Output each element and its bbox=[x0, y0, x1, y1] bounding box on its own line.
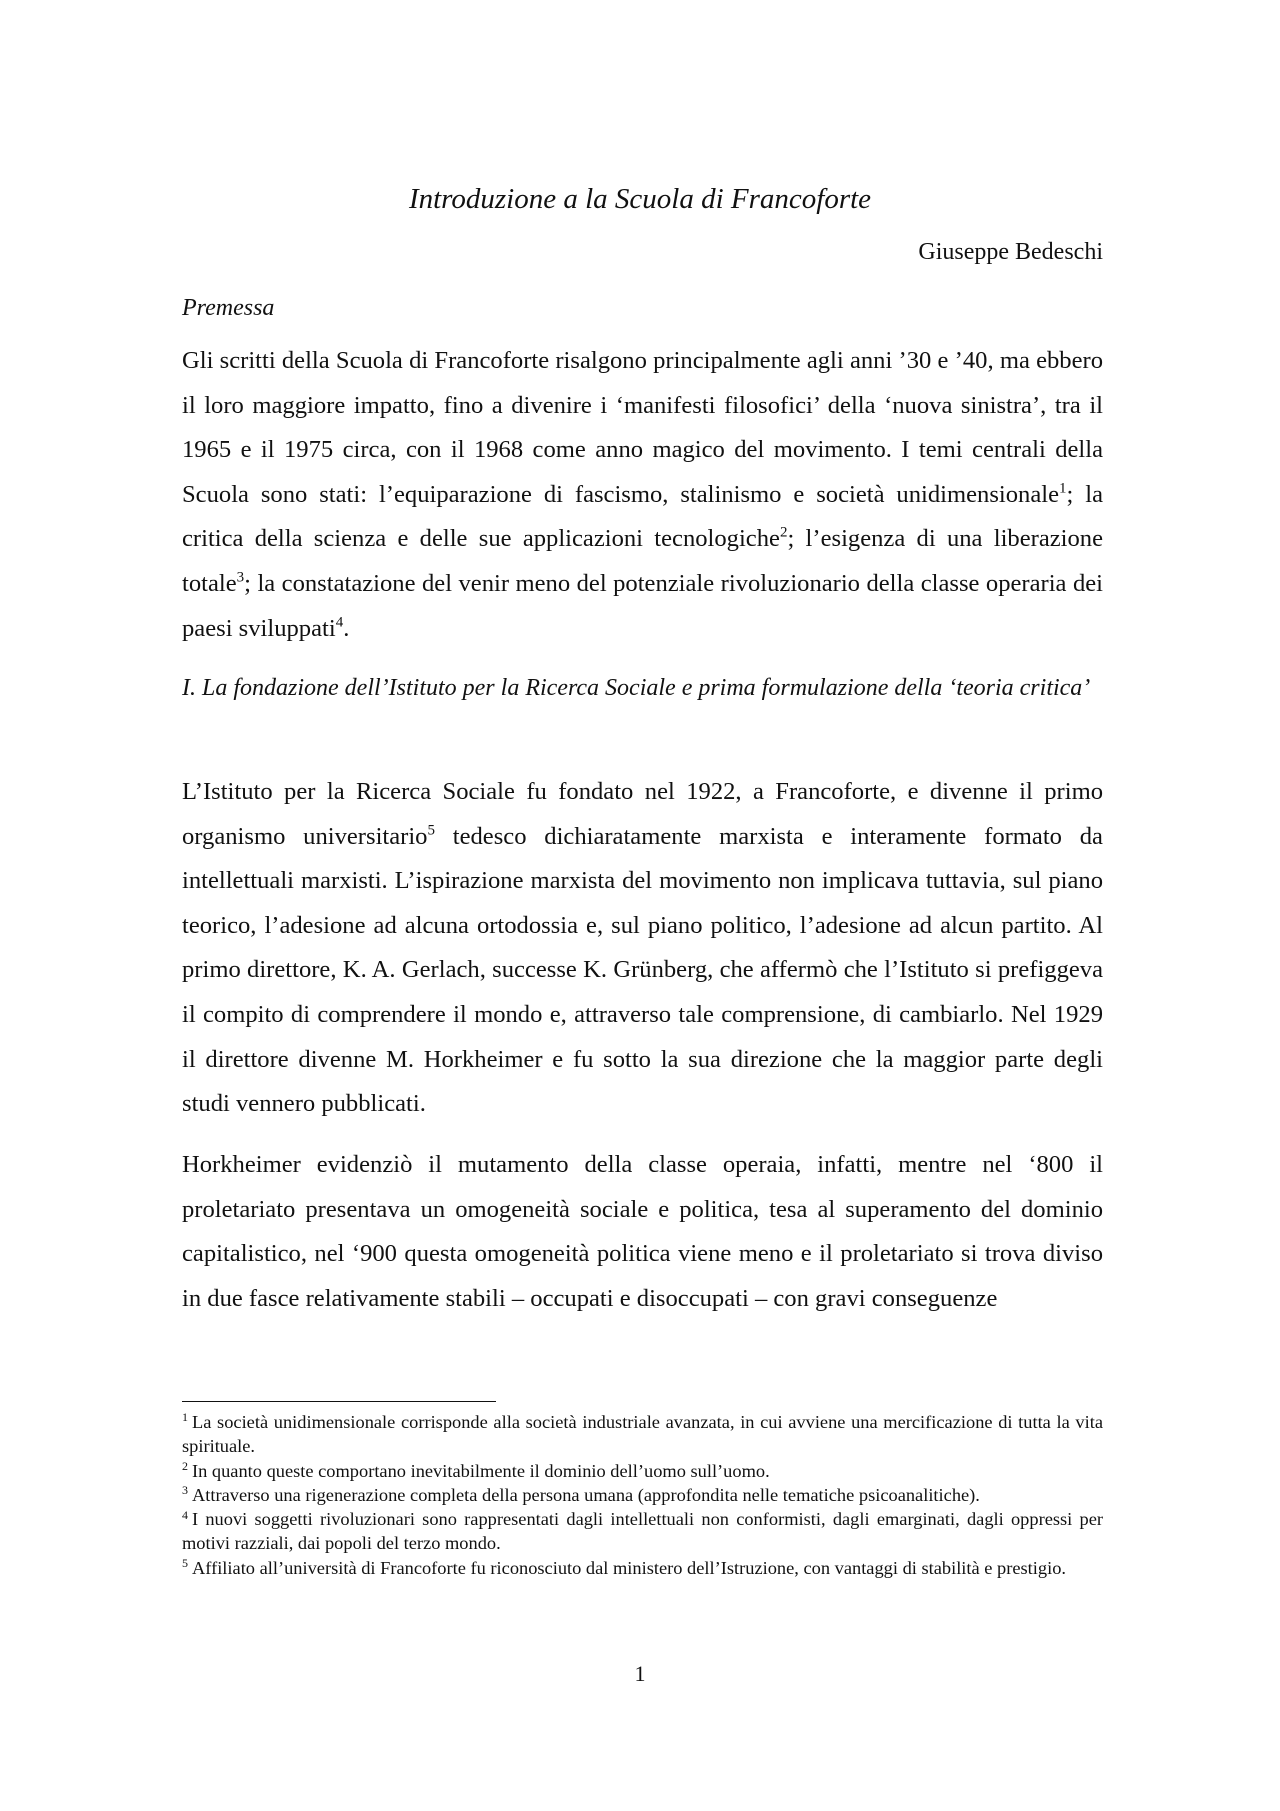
footnote-4 bbox=[182, 1507, 1103, 1556]
section-heading-fondazione: I. La fondazione dell’Istituto per la Ricerca Sociale e prima formulazione della ‘teoria critica’ bbox=[182, 675, 1091, 701]
paragraph-text: L’Istituto per la Ricerca Sociale fu fondato nel 1922, a Francoforte, e divenne il primo organismo universitario bbox=[182, 778, 1103, 850]
footnote-number: 4 bbox=[182, 1507, 188, 1522]
footnote-1 bbox=[182, 1410, 1103, 1459]
footnote-ref: 2 bbox=[779, 525, 788, 542]
footnote-text: I nuovi soggetti rivoluzionari sono rappresentati dagli intellettuali non conformisti, dagli emarginati, dagli oppressi per motivi razziali, dai popoli del terzo mondo. bbox=[182, 1509, 1103, 1554]
footnote-number: 5 bbox=[182, 1556, 188, 1571]
paragraph-text: ; la constatazione del venir meno del potenziale rivoluzionario della classe operaria dei paesi sviluppati bbox=[182, 569, 1103, 642]
footnote-text: Attraverso una rigenerazione completa della persona umana (approfondita nelle tematiche psicoanalitiche). bbox=[192, 1484, 980, 1505]
paragraph-fondazione-2: Horkheimer evidenziò il mutamento della classe operaia, infatti, mentre nel ‘800 il proletariato presentava un omogeneità sociale e politica, tesa al superamento del dominio capitalistico, nel ‘900 questa omogeneità politica viene meno e il proletariato si trova diviso in due fasce relativamente stabili – occupati e disoccupati – con gravi conseguenze bbox=[182, 1151, 1103, 1312]
footnote-5 bbox=[182, 1556, 1103, 1580]
footnote-text: In quanto queste comportano inevitabilmente il dominio dell’uomo sull’uomo. bbox=[192, 1460, 770, 1481]
footnote-separator bbox=[182, 1401, 496, 1402]
footnote-ref: 4 bbox=[335, 614, 344, 631]
footnote-number: 2 bbox=[182, 1459, 188, 1473]
footnote-number: 3 bbox=[182, 1483, 188, 1498]
footnote-ref: 5 bbox=[427, 822, 435, 839]
footnote-text: Affiliato all’università di Francoforte fu riconosciuto dal ministero dell’Istruzione, con vantaggi di stabilità e prestigio. bbox=[192, 1557, 1067, 1578]
paragraph-text: tedesco dichiaratamente marxista e interamente formato da intellettuali marxisti. L’ispirazione marxista del movimento non implicava tuttavia, sul piano teorico, l’adesione ad alcuna ortodossia e, sul piano politico, l’adesione ad alcun partito. Al primo direttore, K. A. Gerlach, successe K. Grünberg, che affermò che l’Istituto si prefiggeva il compito di comprendere il mondo e, attraverso tale comprensione, di cambiarlo. Nel 1929 il direttore divenne M. Horkheimer e fu sotto la sua direzione che la maggior parte degli studi vennero pubblicati. bbox=[182, 822, 1103, 1118]
paragraph-text: Gli scritti della Scuola di Francoforte risalgono principalmente agli anni ’30 e ’40, ma ebbero il loro maggiore impatto, fino a divenire i ‘manifesti filosofici’ della ‘nuova sinistra’, tra il 1965 e il 1975 circa, con il 1968 come anno magico del movimento. I temi centrali della Scuola sono stati: l’equiparazione di fascismo, stalinismo e società unidimensionale bbox=[182, 347, 1103, 508]
footnotes-list bbox=[182, 1410, 1103, 1580]
footnote-3 bbox=[182, 1483, 1103, 1507]
footnote-ref: 3 bbox=[236, 569, 245, 586]
author-name: Giuseppe Bedeschi bbox=[918, 239, 1103, 265]
paragraph-premessa bbox=[182, 339, 1103, 651]
document-title: Introduzione a la Scuola di Francoforte bbox=[408, 183, 872, 215]
paragraph-text: . bbox=[343, 614, 350, 642]
footnote-ref: 1 bbox=[1059, 480, 1067, 497]
paragraph-text: ; l’esigenza di una liberazione totale bbox=[182, 525, 1103, 597]
footnote-2 bbox=[182, 1459, 1103, 1483]
paragraph-text: ; la critica della scienza e delle sue applicazioni tecnologiche bbox=[182, 480, 1103, 553]
footnote-number: 1 bbox=[182, 1410, 188, 1425]
page-number: 1 bbox=[634, 1661, 646, 1686]
paragraph-fondazione-1 bbox=[182, 770, 1103, 1127]
section-heading-premessa: Premessa bbox=[182, 295, 275, 321]
footnote-text: La società unidimensionale corrisponde alla società industriale avanzata, in cui avviene una mercificazione di tutta la vita spirituale. bbox=[182, 1412, 1103, 1457]
